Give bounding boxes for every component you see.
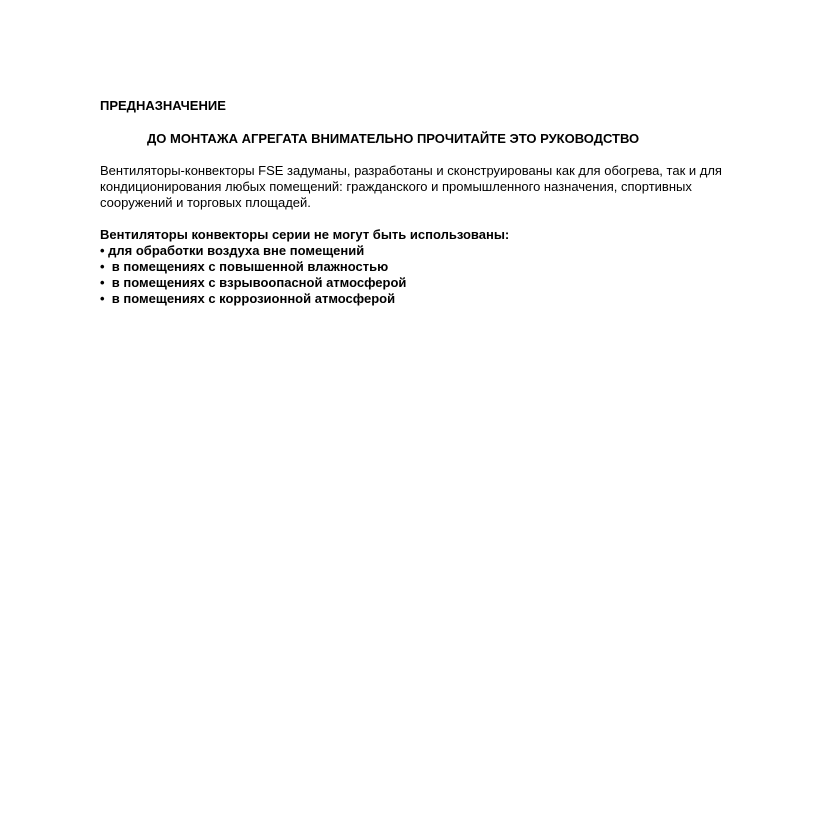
list-item: • в помещениях с взрывоопасной атмосферой — [100, 275, 407, 290]
section-heading: ПРЕДНАЗНАЧЕНИЕ — [100, 98, 226, 113]
intro-paragraph: Вентиляторы-конвекторы FSE задуманы, разработаны и сконструированы как для обогрева, так и для кондиционирования любых помещений: гражданского и промышленного назначения, спортивных сооружений и торговых площадей. — [100, 163, 722, 210]
list-item: • в помещениях с коррозионной атмосферой — [100, 291, 396, 306]
installation-notice: ДО МОНТАЖА АГРЕГАТА ВНИМАТЕЛЬНО ПРОЧИТАЙТЕ ЭТО РУКОВОДСТВО — [147, 131, 640, 146]
list-item: • в помещениях с повышенной влажностью — [100, 259, 389, 274]
restrictions-title: Вентиляторы конвекторы серии не могут быть использованы: — [100, 227, 510, 242]
restrictions-list — [100, 243, 740, 307]
list-item: • для обработки воздуха вне помещений — [100, 243, 365, 258]
document-page — [100, 98, 740, 307]
